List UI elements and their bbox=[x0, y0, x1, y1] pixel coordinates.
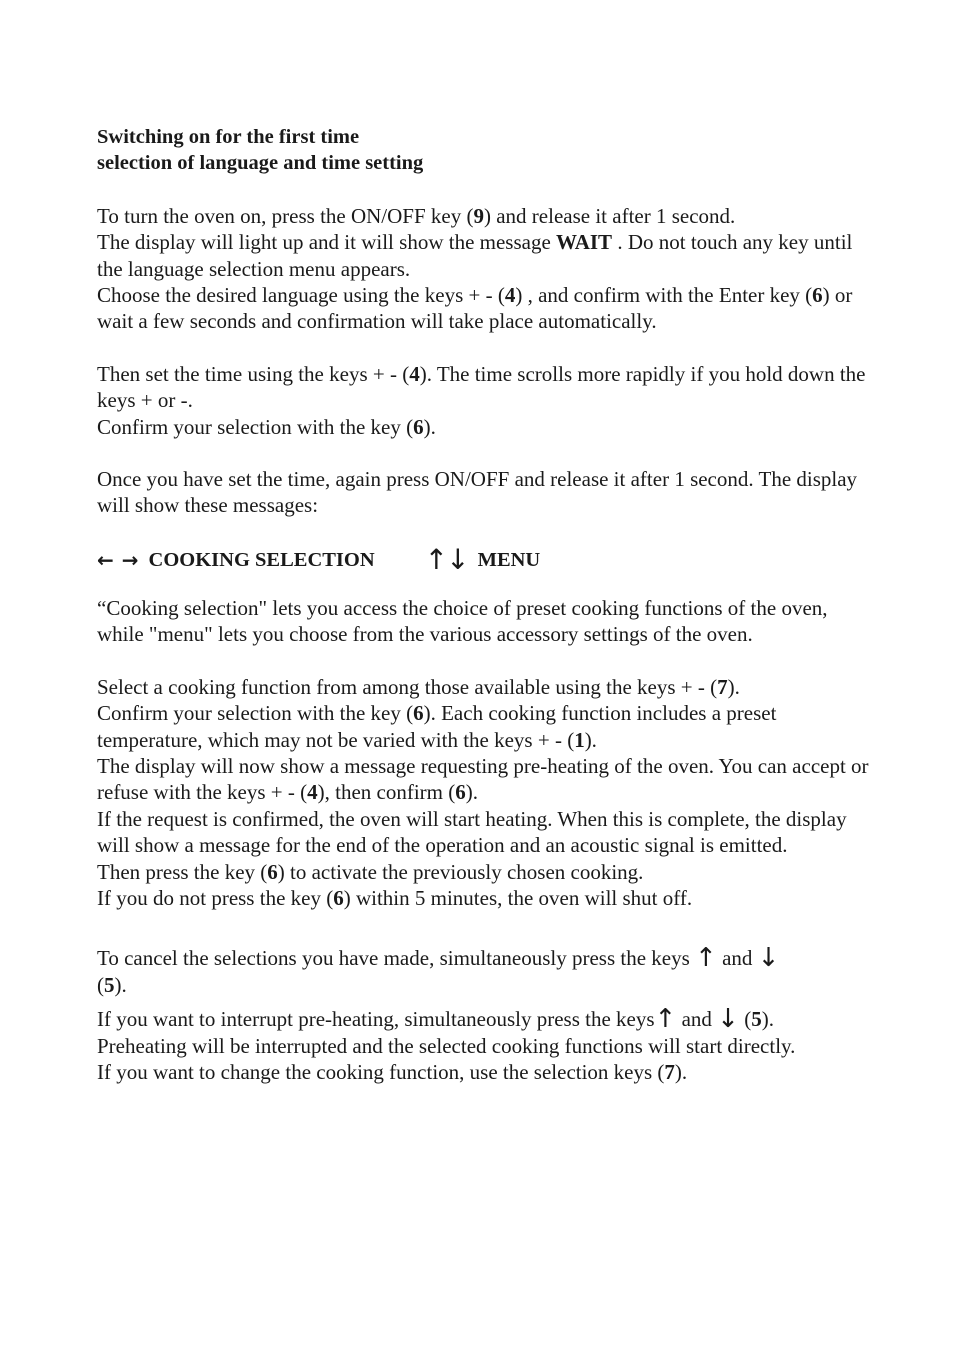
key-number: 6 bbox=[413, 414, 424, 439]
text: Choose the desired language using the keys + - ( bbox=[97, 283, 505, 308]
text: To turn the oven on, press the ON/OFF key ( bbox=[97, 203, 474, 228]
heading-line-2: selection of language and time setting bbox=[97, 152, 424, 175]
key-number: 6 bbox=[333, 885, 344, 910]
key-number: 7 bbox=[664, 1059, 675, 1084]
text: If you want to interrupt pre-heating, simultaneously press the keys bbox=[97, 1007, 655, 1032]
heading-line-1: Switching on for the first time bbox=[97, 126, 360, 148]
text: ). bbox=[114, 972, 127, 997]
down-arrow-icon: ↓ bbox=[757, 943, 780, 974]
section-heading bbox=[97, 124, 877, 177]
text: If the request is confirmed, the oven will start heating. When this is complete, the display will show a message for the end of the operation and an acoustic signal is emitted. bbox=[97, 806, 847, 858]
key-number: 6 bbox=[267, 859, 278, 884]
text: ). The time scrolls more rapidly if you hold down the keys + or -. bbox=[97, 361, 866, 413]
text: Then set the time using the keys + - ( bbox=[97, 361, 410, 386]
text: “Cooking selection" lets you access the choice of preset cooking functions of the oven, while "menu" lets you choose from the various accessory settings of the oven. bbox=[97, 595, 828, 647]
down-arrow-icon: ↓ bbox=[446, 542, 468, 576]
key-number: 4 bbox=[307, 780, 318, 805]
paragraph-cancel bbox=[97, 945, 877, 998]
left-arrow-icon: ← bbox=[97, 547, 114, 572]
text: Select a cooking function from among those available using the keys + - ( bbox=[97, 674, 718, 699]
text: ). bbox=[761, 1007, 774, 1032]
text: To cancel the selections you have made, simultaneously press the keys bbox=[97, 946, 696, 971]
text: Once you have set the time, again press ON/OFF and release it after 1 second. The display will show these messages: bbox=[97, 467, 858, 518]
display-messages bbox=[97, 543, 877, 577]
text: ) to activate the previously chosen cooking. bbox=[277, 859, 644, 884]
up-arrow-icon: ↑ bbox=[424, 542, 447, 576]
text: and bbox=[716, 946, 758, 971]
key-number: 4 bbox=[504, 283, 516, 308]
text: Then press the key ( bbox=[97, 859, 268, 884]
key-number: 5 bbox=[751, 1007, 762, 1032]
up-arrow-icon: ↑ bbox=[695, 943, 717, 974]
document-page bbox=[97, 124, 877, 1085]
text: ). Each cooking function includes a preset temperature, which may not be varied with the keys + - ( bbox=[97, 701, 777, 752]
text: ). bbox=[465, 780, 478, 805]
key-number: 5 bbox=[104, 972, 115, 997]
text: ) within 5 minutes, the oven will shut off. bbox=[343, 885, 693, 910]
paragraph-cooking-selection bbox=[97, 595, 877, 648]
paragraph-language bbox=[97, 282, 877, 335]
text: ) , and confirm with the Enter key ( bbox=[515, 283, 813, 308]
wait-message: WAIT bbox=[556, 230, 613, 255]
menu-label: MENU bbox=[477, 548, 541, 571]
text: ). bbox=[584, 727, 597, 752]
text: and bbox=[676, 1007, 718, 1032]
up-arrow-icon: ↑ bbox=[654, 1004, 677, 1035]
text: . Do not touch any key until the language selection menu appears. bbox=[97, 230, 853, 281]
text: ) and release it after 1 second. bbox=[483, 203, 736, 228]
cooking-selection-label: COOKING SELECTION bbox=[148, 548, 375, 571]
text: ( bbox=[97, 972, 104, 997]
key-number: 6 bbox=[413, 701, 424, 726]
paragraph-messages-intro bbox=[97, 466, 877, 519]
key-number: 1 bbox=[574, 727, 585, 752]
key-number: 7 bbox=[717, 674, 728, 699]
text: ) or wait a few seconds and confirmation will take place automatically. bbox=[97, 283, 853, 334]
text: If you want to change the cooking function, use the selection keys ( bbox=[97, 1059, 665, 1084]
key-number: 6 bbox=[812, 283, 823, 308]
right-arrow-icon: → bbox=[121, 547, 139, 572]
down-arrow-icon: ↓ bbox=[717, 1004, 739, 1035]
paragraph-switch-on bbox=[97, 203, 877, 282]
key-number: 6 bbox=[455, 780, 466, 805]
text: ). bbox=[727, 674, 740, 699]
text: ), then confirm ( bbox=[317, 780, 456, 805]
text: Confirm your selection with the key ( bbox=[97, 414, 414, 439]
text: ( bbox=[738, 1007, 752, 1032]
paragraph-cooking-function bbox=[97, 674, 877, 912]
paragraph-time bbox=[97, 361, 877, 440]
key-number: 9 bbox=[473, 203, 484, 228]
text: If you do not press the key ( bbox=[97, 885, 334, 910]
text: The display will light up and it will show the message bbox=[97, 230, 557, 255]
text: Preheating will be interrupted and the selected cooking functions will start directly. bbox=[97, 1033, 796, 1058]
text: ). bbox=[423, 414, 436, 439]
key-number: 4 bbox=[409, 361, 420, 386]
text: The display will now show a message requesting pre-heating of the oven. You can accept or refuse with the keys + - ( bbox=[97, 753, 869, 805]
text: Confirm your selection with the key ( bbox=[97, 701, 414, 726]
paragraph-interrupt bbox=[97, 1006, 877, 1085]
text: ). bbox=[674, 1059, 688, 1084]
